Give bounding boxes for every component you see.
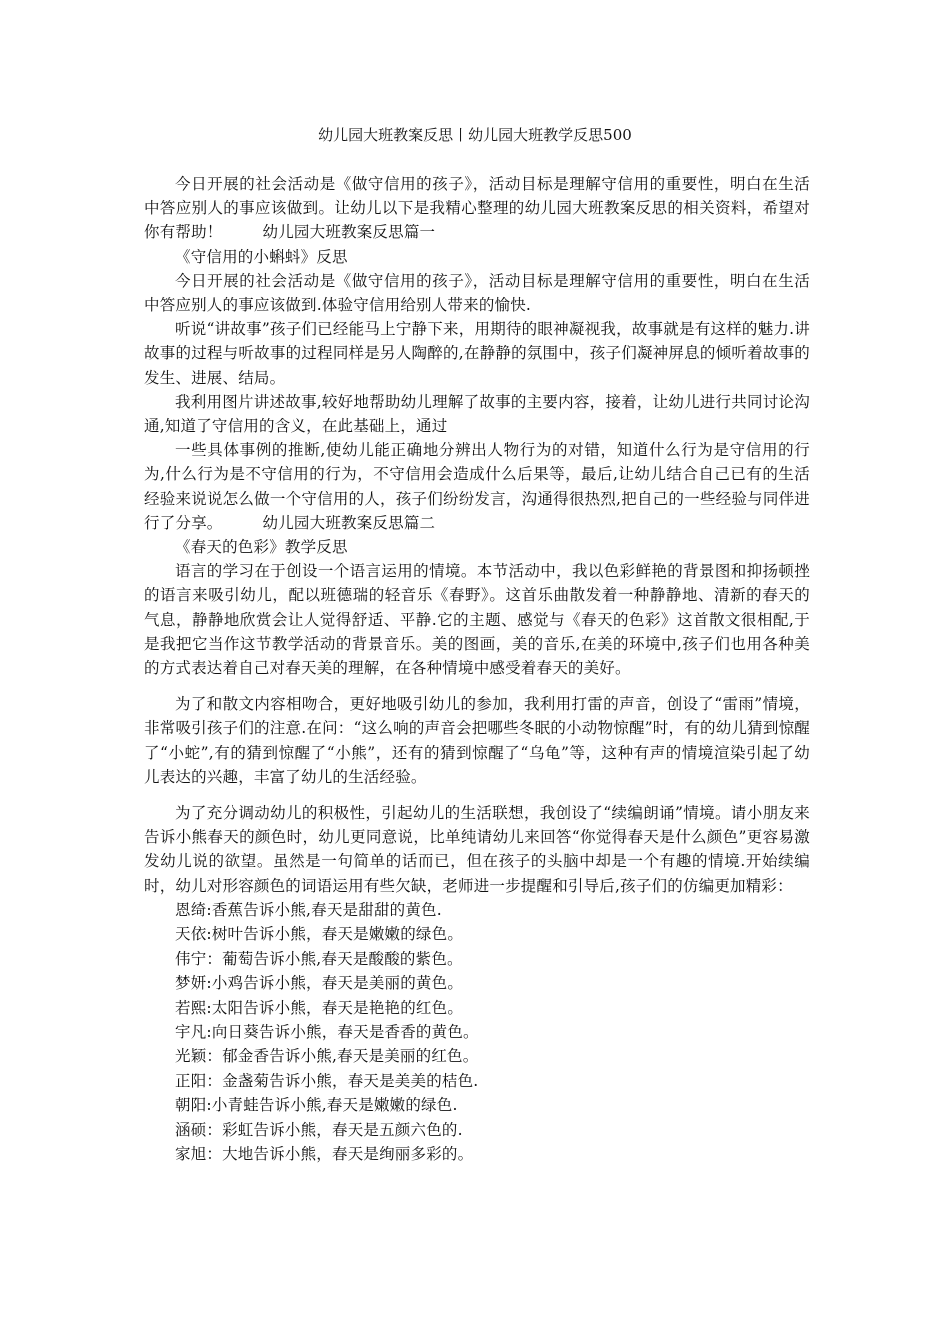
s1-paragraph-4-text: 一些具体事例的推断,使幼儿能正确地分辨出人物行为的对错，知道什么行为是守信用的行为,什么行为是不守信用的行为，不守信用会造成什么后果等，最后,让幼儿结合自己已有的生活经验来说说怎么做一个守信用的人，孩子们纷纷发言，沟通得很热烈,把自己的一些经验与同伴进行了分享。 (144, 441, 810, 532)
s2-paragraph-2: 为了和散文内容相吻合，更好地吸引幼儿的参加，我利用打雷的声音，创设了“雷雨”情境，非常吸引孩子们的注意.在问：“这么响的声音会把哪些冬眠的小动物惊醒”时，有的幼儿猜到惊醒了“小蛇”,有的猜到惊醒了“小熊”，还有的猜到惊醒了“乌龟”等，这种有声的情境渲染引起了幼儿表达的兴趣，丰富了幼儿的生活经验。 (144, 695, 811, 786)
section2-heading: 幼儿园大班教案反思篇二 (262, 513, 436, 532)
poem-line: 宇凡:向日葵告诉小熊，春天是香香的黄色。 (175, 1022, 479, 1041)
poem-line: 伟宁：葡萄告诉小熊,春天是酸酸的紫色。 (175, 949, 463, 968)
section2-subtitle: 《春天的色彩》教学反思 (175, 538, 348, 557)
intro-paragraph (144, 172, 810, 245)
s1-paragraph-1: 今日开展的社会活动是《做守信用的孩子》，活动目标是理解守信用的重要性，明白在生活中答应别人的事应该做到.体验守信用给别人带来的愉快. (144, 271, 810, 315)
poem-line: 天依:树叶告诉小熊，春天是嫩嫩的绿色。 (175, 925, 464, 944)
poem-line: 涵硕：彩虹告诉小熊，春天是五颜六色的. (175, 1120, 463, 1139)
s2-paragraph-1: 语言的学习在于创设一个语言运用的情境。本节活动中，我以色彩鲜艳的背景图和抑扬顿挫的语言来吸引幼儿，配以班德瑞的轻音乐《春野》。这首乐曲散发着一种静静地、清新的春天的气息，静静地欣赏会让人觉得舒适、平静.它的主题、感觉与《春天的色彩》这首散文很相配,于是我把它当作这节教学活动的背景音乐。美的图画，美的音乐,在美的环境中,孩子们也用各种美的方式表达着自己对春天美的理解，在各种情境中感受着春天的美好。 (144, 562, 810, 678)
poem-line: 光颖：郁金香告诉小熊,春天是美丽的红色。 (175, 1047, 479, 1066)
intro-text: 今日开展的社会活动是《做守信用的孩子》，活动目标是理解守信用的重要性，明白在生活中答应别人的事应该做到。让幼儿以下是我精心整理的幼儿园大班教案反思的相关资料，希望对你有帮助！ (144, 175, 810, 242)
section1-heading: 幼儿园大班教案反思篇一 (262, 223, 436, 242)
poem-line: 恩绮:香蕉告诉小熊,春天是甜甜的黄色. (175, 900, 442, 919)
document-title: 幼儿园大班教案反思丨幼儿园大班教学反思500 (318, 126, 632, 144)
poem-line: 梦妍:小鸡告诉小熊，春天是美丽的黄色。 (175, 974, 464, 993)
section1-subtitle: 《守信用的小蝌蚪》反思 (175, 247, 348, 266)
poem-line: 家旭：大地告诉小熊，春天是绚丽多彩的。 (175, 1144, 474, 1163)
document-body (144, 172, 810, 1166)
s1-paragraph-4 (144, 438, 810, 535)
poem-line: 若熙:太阳告诉小熊，春天是艳艳的红色。 (175, 998, 464, 1017)
s1-paragraph-3: 我利用图片讲述故事,较好地帮助幼儿理解了故事的主要内容，接着，让幼儿进行共同讨论沟通,知道了守信用的含义，在此基础上，通过 (144, 392, 810, 436)
s1-paragraph-2: 听说“讲故事”孩子们已经能马上宁静下来，用期待的眼神凝视我，故事就是有这样的魅力.讲故事的过程与听故事的过程同样是另人陶醉的,在静静的氛围中，孩子们凝神屏息的倾听着故事的发生、进展、结局。 (144, 320, 810, 387)
s2-paragraph-3: 为了充分调动幼儿的积极性，引起幼儿的生活联想，我创设了“续编朗诵”情境。请小朋友来告诉小熊春天的颜色时，幼儿更同意说，比单纯请幼儿来回答“你觉得春天是什么颜色”更容易激发幼儿说的欲望。虽然是一句简单的话而已，但在孩子的头脑中却是一个有趣的情境.开始续编时，幼儿对形容颜色的词语运用有些欠缺，老师进一步提醒和引导后,孩子们的仿编更加精彩： (144, 804, 810, 895)
poem-line: 朝阳:小青蛙告诉小熊,春天是嫩嫩的绿色. (175, 1096, 458, 1115)
poem-line: 正阳：金盏菊告诉小熊，春天是美美的桔色. (175, 1071, 479, 1090)
